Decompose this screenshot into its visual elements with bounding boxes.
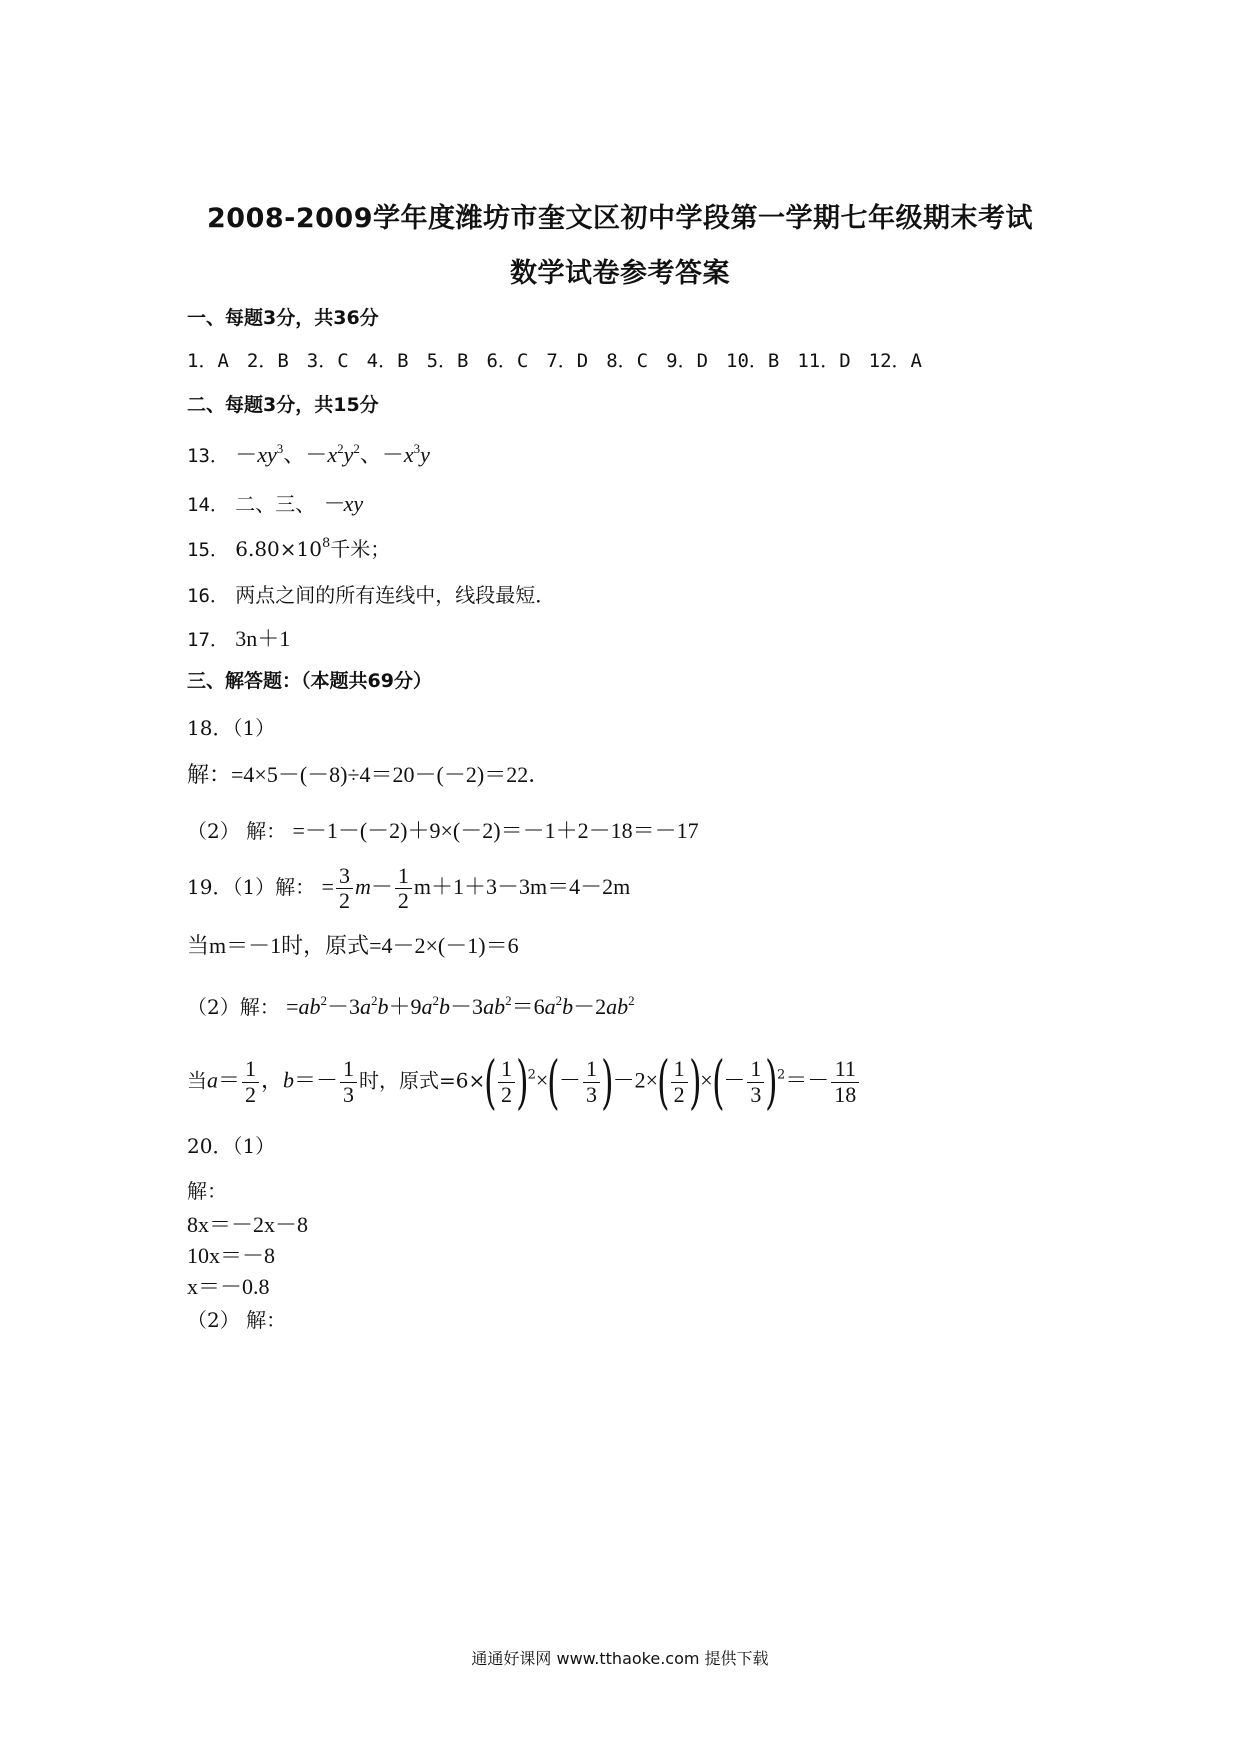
answer-item: 5．B [426, 350, 469, 372]
answer-item: 10．B [726, 350, 780, 372]
answer-item: 6．C [486, 350, 529, 372]
fraction: $\frac{3}{2}$ [336, 864, 353, 913]
q18-part2 [187, 820, 699, 842]
fraction: $\frac{11}{18}$ [831, 1057, 859, 1106]
q13-line [187, 441, 430, 467]
q19-label: 19．（1）解： [187, 875, 316, 900]
answer-item: 9．D [666, 350, 709, 372]
q14-text: 二、三、 [235, 492, 316, 516]
answer-item: 4．B [366, 350, 409, 372]
q19-part2-evaluation: 当a＝ $\frac{1}{2}$ ，b＝－ $\frac{1}{3}$ 时，原式=6×( $\frac{1}{2}$ )$^2$×(－ $\frac{1}{3}$ )－2×( $\frac{1}{2}$ )×(－ $\frac{1}{3}$ )$^2$＝－ $\frac{11}{18}$ [187, 1053, 861, 1111]
q14-expression: －xy [321, 491, 364, 516]
q15-unit: 千米； [330, 537, 391, 561]
fraction: $\frac{1}{2}$ [395, 864, 412, 913]
q17-number: 17． [187, 629, 229, 651]
answer-item: 12．A [868, 350, 922, 372]
section2-heading: 二、每题3分，共15分 [187, 394, 379, 416]
q14-number: 14． [187, 494, 229, 516]
q20-part2: （2） 解： [187, 1308, 287, 1332]
q20-step-2: 10x＝－8 [187, 1243, 276, 1268]
section1-heading: 一、每题3分，共36分 [187, 307, 379, 329]
page-title: 2008-2009学年度潍坊市奎文区初中学段第一学期七年级期末考试 [207, 203, 1033, 234]
q15-line [187, 536, 391, 561]
q18-part2-label: （2） 解： [187, 819, 287, 843]
answer-item: 2．B [246, 350, 289, 372]
q19-part2-label: （2）解： [187, 995, 280, 1019]
answer-item: 11．D [797, 350, 851, 372]
q16-line [187, 585, 555, 606]
q19-part2 [187, 993, 635, 1019]
answer-item: 3．C [306, 350, 349, 372]
q19-part1: 19．（1）解： = $\frac{3}{2}$ m－ $\frac{1}{2}$ m＋1＋3－3m＝4－2m [187, 863, 631, 914]
q18-solution-1: 解：=4×5－(－8)÷4＝20－(－2)＝22． [187, 762, 551, 787]
fraction: $\frac{1}{3}$ [340, 1057, 357, 1106]
q14-line [187, 493, 363, 515]
q17-expression: 3n＋1 [235, 626, 291, 651]
q15-number: 15． [187, 539, 229, 561]
q19-rest: m＋1＋3－3m＝4－2m [413, 874, 631, 900]
page-subtitle: 数学试卷参考答案 [510, 258, 730, 289]
q20-jie: 解： [187, 1179, 227, 1203]
q16-number: 16． [187, 585, 229, 607]
q15-exponent: 8 [322, 536, 331, 551]
q20-label: 20．（1） [187, 1134, 276, 1158]
q18-label: 18．（1） [187, 716, 276, 740]
q19-evaluation: 当m＝－1时，原式=4－2×(－1)＝6 [187, 933, 519, 958]
answer-item: 7．D [546, 350, 589, 372]
q18-solution-2: =－1－(－2)＋9×(－2)＝－1＋2－18＝－17 [292, 818, 699, 843]
section1-answers [187, 352, 940, 371]
q13-expression: $-xy^3$、$-x^2y^2$、$-x^3y$ [235, 441, 430, 467]
footer-credit: 通通好课网 www.tthaoke.com 提供下载 [471, 1649, 769, 1668]
q19-part2-expression: $=ab^2-3a^2b+9a^2b-3ab^2=6a^2b-2ab^2$ [286, 993, 635, 1019]
fraction: $\frac{1}{2}$ [242, 1057, 259, 1106]
q20-step-1: 8x＝－2x－8 [187, 1212, 309, 1237]
answer-item: 1．A [187, 350, 229, 372]
q15-value: 6.80×10 [235, 537, 322, 561]
q20-step-3: x＝－0.8 [187, 1274, 270, 1299]
q16-text: 两点之间的所有连线中，线段最短． [235, 583, 556, 607]
q13-number: 13． [187, 445, 229, 467]
q17-line [187, 628, 290, 650]
section3-heading: 三、解答题：（本题共69分） [187, 670, 432, 692]
answer-item: 8．C [606, 350, 649, 372]
